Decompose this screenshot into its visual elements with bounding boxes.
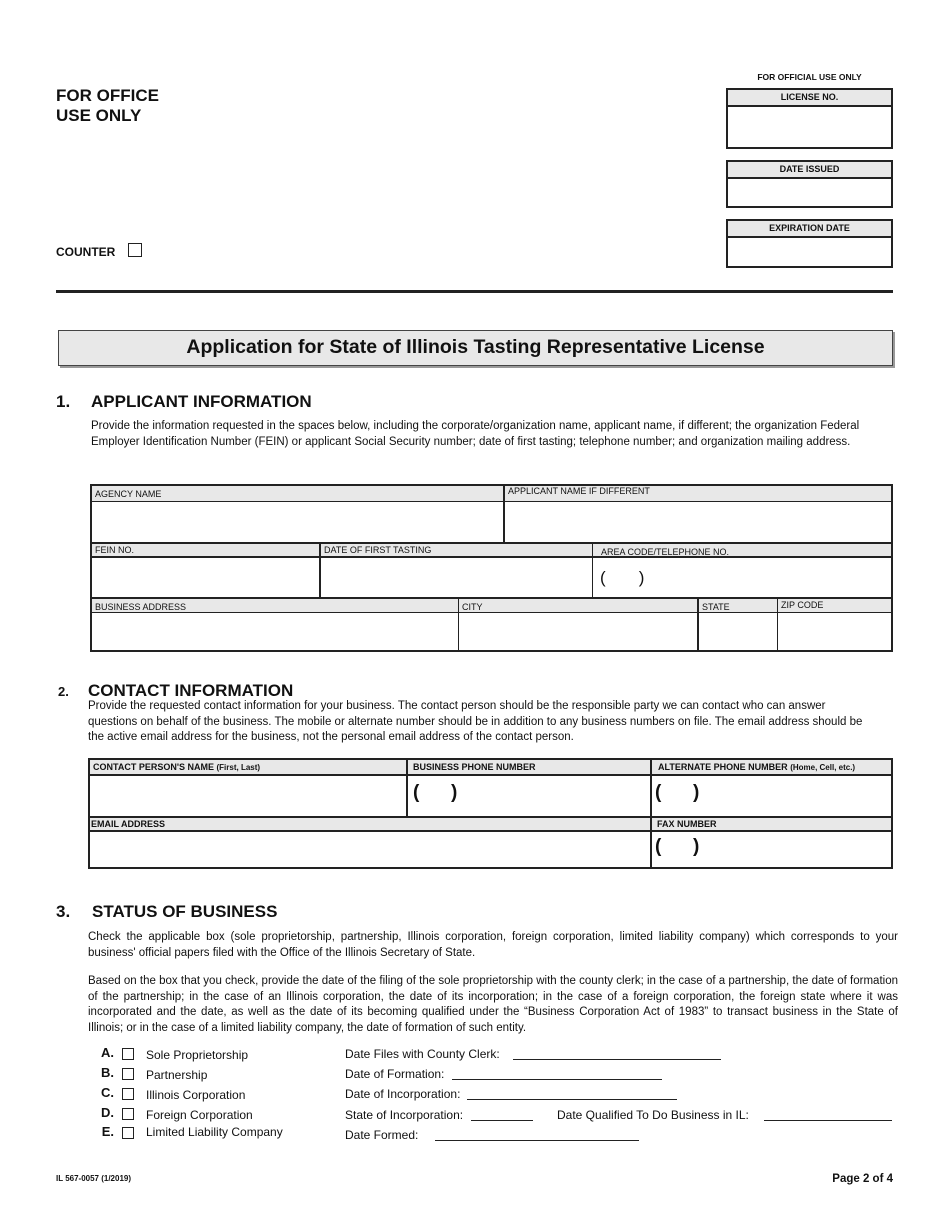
option-letter: D. [101, 1105, 114, 1120]
option-sole-proprietorship[interactable] [88, 1045, 328, 1065]
s1-number: 1. [56, 392, 71, 411]
option-letter: C. [101, 1085, 114, 1100]
applicant-name-field[interactable] [505, 486, 891, 542]
page-number: Page 2 of 4 [832, 1173, 893, 1185]
date-issued-label: DATE ISSUED [728, 162, 891, 179]
business-address-label: BUSINESS ADDRESS [95, 602, 187, 612]
date-qualified-line[interactable] [764, 1120, 892, 1121]
s1-heading: APPLICANT INFORMATION [91, 392, 312, 411]
incorporation-date-label: Date of Incorporation: [345, 1087, 461, 1101]
option-foreign-corporation[interactable] [88, 1105, 328, 1124]
official-use-heading: FOR OFFICIAL USE ONLY [757, 72, 862, 82]
license-no-box[interactable] [726, 88, 893, 149]
business-phone-parens: ( ) [413, 782, 458, 803]
date-formed-line[interactable] [435, 1140, 639, 1141]
option-label: Sole Proprietorship [146, 1048, 249, 1062]
alternate-phone-label: ALTERNATE PHONE NUMBER [658, 762, 788, 772]
s2-number: 2. [58, 684, 69, 699]
option-partnership[interactable] [88, 1065, 328, 1085]
business-phone-label: BUSINESS PHONE NUMBER [413, 762, 536, 772]
fax-label: FAX NUMBER [657, 819, 717, 829]
applicant-name-label: APPLICANT NAME IF DIFFERENT [508, 486, 650, 496]
form-id: IL 567-0057 (1/2019) [56, 1174, 132, 1183]
option-letter: E. [101, 1124, 114, 1139]
formation-date-label: Date of Formation: [345, 1067, 445, 1081]
office-line2: USE ONLY [56, 106, 142, 125]
expiration-date-label: EXPIRATION DATE [728, 221, 891, 238]
s2-heading: CONTACT INFORMATION [88, 681, 294, 700]
agency-name-label: AGENCY NAME [95, 489, 162, 499]
s1-description: Provide the information requested in the spaces below, including the corporate/organization name, applicant name, if different; the organization Federal Employer Identification Number (FEIN) or applicant Social Security number; date of first tasting; telephone number; and organization mailing address. [91, 420, 860, 448]
date-qualified-label: Date Qualified To Do Business in IL: [557, 1108, 749, 1122]
checkbox[interactable] [122, 1127, 134, 1139]
city-label: CITY [462, 602, 483, 612]
option-letter: A. [101, 1045, 114, 1060]
checkbox[interactable] [122, 1088, 134, 1100]
telephone-label: AREA CODE/TELEPHONE NO. [601, 547, 730, 557]
fein-label: FEIN NO. [95, 545, 135, 555]
state-field[interactable] [699, 597, 778, 650]
formation-date-line[interactable] [452, 1079, 662, 1080]
divider [56, 290, 893, 293]
s3-number: 3. [56, 902, 71, 921]
city-field[interactable] [459, 597, 699, 650]
alternate-phone-sublabel: (Home, Cell, etc.) [790, 763, 856, 772]
option-letter: B. [101, 1065, 114, 1080]
state-incorporation-label: State of Incorporation: [345, 1108, 464, 1122]
expiration-date-box[interactable] [726, 219, 893, 268]
email-field[interactable] [90, 816, 652, 867]
business-address-field[interactable] [92, 597, 459, 650]
option-label: Foreign Corporation [146, 1108, 253, 1122]
telephone-field[interactable] [593, 542, 891, 597]
page-title: Application for State of Illinois Tasting Representative License [186, 336, 765, 358]
state-label: STATE [702, 602, 730, 612]
option-label: Illinois Corporation [146, 1088, 246, 1102]
fein-field[interactable] [92, 542, 321, 597]
title-box [58, 330, 893, 366]
contact-name-field[interactable] [90, 760, 408, 816]
business-type-options [88, 1045, 328, 1143]
counter-checkbox[interactable] [128, 243, 142, 257]
contact-name-label: CONTACT PERSON'S NAME [93, 762, 214, 772]
office-use-heading [56, 86, 159, 126]
option-label: Limited Liability Company [146, 1125, 283, 1139]
checkbox[interactable] [122, 1068, 134, 1080]
date-formed-label: Date Formed: [345, 1128, 419, 1142]
fax-field[interactable] [652, 816, 891, 867]
zip-label: ZIP CODE [781, 600, 824, 610]
first-tasting-label: DATE OF FIRST TASTING [324, 545, 432, 555]
s3-heading: STATUS OF BUSINESS [92, 902, 278, 921]
office-line1: FOR OFFICE [56, 86, 159, 105]
s3-description-2: Based on the box that you check, provide the date of the filing of the sole proprietorship with the county clerk; in the case of a partnership, the date of formation of the partnership; in the case of an Illinois corporation, the date of its incorporation; in the case of a foreign corporation, the foreign state where it was incorporated and the date, as well as the date of its becoming qualified under the “Business Corporation Act of 1983” to transact business in the State of Illinois; or in the case of a limited liability company, the date of formation of such entity. [88, 975, 898, 1034]
contact-table [88, 758, 893, 869]
license-no-label: LICENSE NO. [728, 90, 891, 107]
checkbox[interactable] [122, 1108, 134, 1120]
county-clerk-date-line[interactable] [513, 1059, 721, 1060]
area-code-parens: ( ) [600, 568, 645, 587]
first-tasting-field[interactable] [321, 542, 593, 597]
alternate-phone-parens: ( ) [655, 782, 700, 803]
business-phone-field[interactable] [408, 760, 652, 816]
s2-description: Provide the requested contact information for your business. The contact person should be the responsible party we can contact who can answer questions on behalf of the business. The mobile or alternate number should be in addition to any business numbers on file. The email address should be the active email address for the business, not the personal email address of the contact person. [88, 700, 863, 743]
checkbox[interactable] [122, 1048, 134, 1060]
counter-label: COUNTER [56, 245, 116, 259]
option-llc[interactable] [88, 1124, 328, 1143]
alternate-phone-field[interactable] [652, 760, 891, 816]
contact-name-sublabel: (First, Last) [216, 763, 261, 772]
state-incorporation-line[interactable] [471, 1120, 533, 1121]
s3-description-1: Check the applicable box (sole proprietorship, partnership, Illinois corporation, foreign corporation, limited liability company) which corresponds to your business' official papers filed with the Office of the Illinois Secretary of State. [88, 931, 898, 959]
applicant-table [90, 484, 893, 652]
fax-parens: ( ) [655, 836, 700, 857]
agency-name-field[interactable] [92, 486, 505, 542]
email-label: EMAIL ADDRESS [91, 819, 166, 829]
zip-field[interactable] [778, 597, 891, 650]
incorporation-date-line[interactable] [467, 1099, 677, 1100]
option-label: Partnership [146, 1068, 208, 1082]
county-clerk-date-label: Date Files with County Clerk: [345, 1047, 500, 1061]
option-illinois-corporation[interactable] [88, 1085, 328, 1105]
date-issued-box[interactable] [726, 160, 893, 208]
